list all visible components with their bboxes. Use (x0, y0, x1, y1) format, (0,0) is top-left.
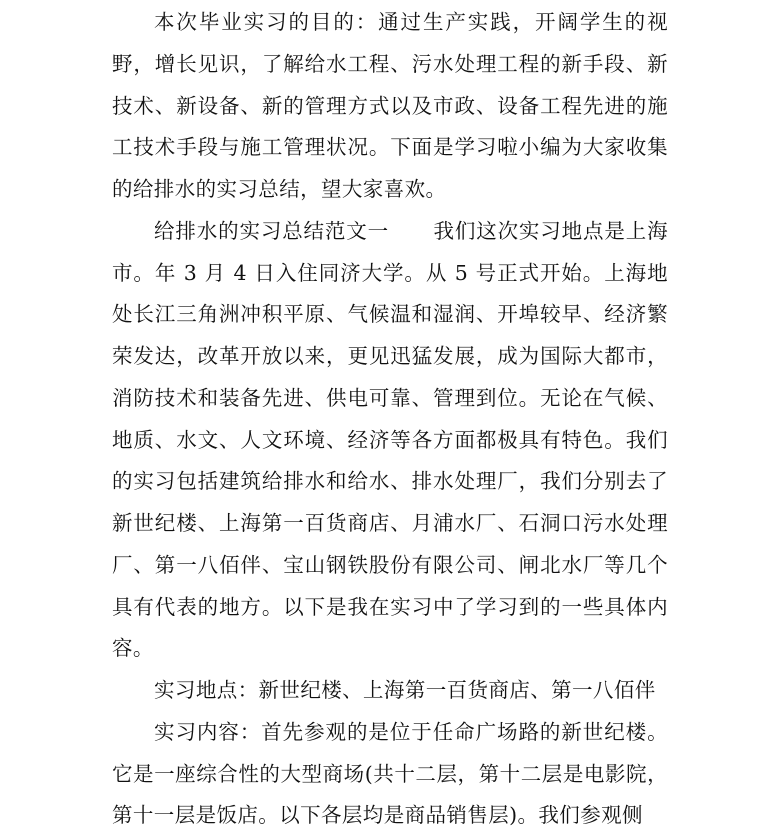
intro-paragraph: 本次毕业实习的目的：通过生产实践，开阔学生的视野，增长见识，了解给水工程、污水处理工程的新手段、新技术、新设备、新的管理方式以及市政、设备工程先进的施工技术手段与施工管理状况。下面是学习啦小编为大家收集的给排水的实习总结，望大家喜欢。 (112, 10, 668, 201)
section-heading: 给排水的实习总结范文一 (154, 218, 390, 243)
document-page (112, 2, 668, 837)
content-paragraph: 实习内容：首先参观的是位于任命广场路的新世纪楼。它是一座综合性的大型商场(共十二层，第十二层是电影院，第十一层是饭店。以下各层均是商品销售层)。我们参观侧 (112, 719, 668, 828)
section-body: 我们这次实习地点是上海市。年 3 月 4 日入住同济大学。从 5 号正式开始。上海地处长江三角洲冲积平原、气候温和湿润、开埠较早、经济繁荣发达，改革开放以来，更见迅猛发展，成为国际大都市，消防技术和装备先进、供电可靠、管理到位。无论在气候、地质、水文、人文环境、经济等各方面都极具有特色。我们的实习包括建筑给排水和给水、排水处理厂，我们分别去了新世纪楼、上海第一百货商店、月浦水厂、石洞口污水处理厂、第一八佰伴、宝山钢铁股份有限公司、闸北水厂等几个具有代表的地方。以下是我在实习中了学习到的一些具体内容。 (112, 218, 669, 661)
location-paragraph: 实习地点：新世纪楼、上海第一百货商店、第一八佰伴 (154, 678, 656, 702)
sample-one-paragraph (112, 211, 668, 670)
